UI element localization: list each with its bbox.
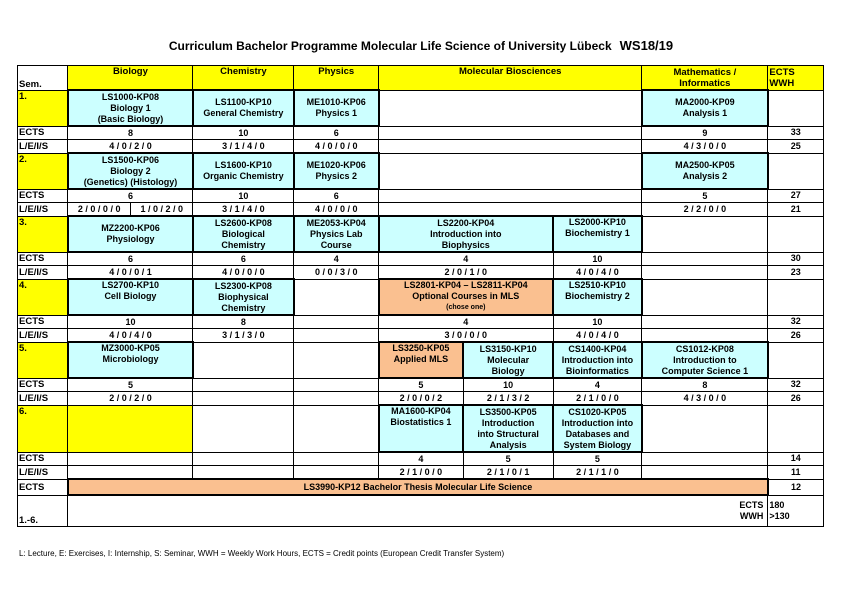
- module-name: into Structural: [477, 428, 539, 439]
- leis-value: 2 / 2 / 0 / 0: [642, 203, 768, 217]
- ects-value: 6: [68, 189, 193, 203]
- leis-value: 4 / 3 / 0 / 0: [642, 392, 768, 406]
- semester-label: 1.: [18, 90, 68, 126]
- empty-cell: [294, 329, 379, 343]
- ects-value: 6: [193, 252, 294, 266]
- module-code: CS1012-KP08: [675, 343, 734, 354]
- module-mz3000: [68, 342, 193, 378]
- empty-cell: [294, 405, 379, 452]
- header-physics: Physics: [294, 66, 379, 91]
- ects-value: 4: [553, 378, 642, 392]
- empty-cell: [294, 315, 379, 329]
- ects-value: 5: [463, 452, 553, 466]
- module-ls2700: [68, 279, 193, 315]
- module-code: MA2000-KP09: [675, 97, 735, 107]
- totals-row: [18, 495, 824, 527]
- module-name: Biological: [221, 228, 265, 239]
- footnote: L: Lecture, E: Exercises, I: Internship, S: Seminar, WWH = Weekly Work Hours, ECTS = Credit points (European Credit Transfer System): [19, 549, 505, 558]
- leis-value: 4 / 0 / 0 / 0: [294, 140, 379, 154]
- module-ls3990-thesis: LS3990-KP12 Bachelor Thesis Molecular Life Science: [68, 479, 768, 495]
- ects-value: 8: [68, 126, 193, 140]
- module-name: Chemistry: [221, 302, 266, 313]
- semester-label: 4.: [18, 279, 68, 315]
- semester-3-leis-row: [18, 266, 824, 280]
- module-name: Biostatistics 1: [390, 417, 452, 427]
- semester-label: 3.: [18, 216, 68, 252]
- thesis-row: [18, 479, 824, 495]
- leis-value: 3 / 0 / 0 / 0: [379, 329, 553, 343]
- module-name: Biochemistry 2: [565, 291, 630, 301]
- module-name: Microbiology: [102, 354, 159, 364]
- ects-value: 4: [294, 252, 379, 266]
- leis-label: L/E/I/S: [18, 392, 68, 406]
- ects-value: 10: [553, 252, 642, 266]
- totals-values: [768, 495, 824, 527]
- ects-value: 6: [294, 126, 379, 140]
- module-name: Applied MLS: [393, 354, 449, 364]
- semester-6-row: [18, 405, 824, 452]
- module-name: Bioinformatics: [565, 365, 629, 376]
- empty-cell: [68, 466, 193, 480]
- semester-5-ects-row: [18, 378, 824, 392]
- ects-value: 6: [68, 252, 193, 266]
- title-main: Curriculum Bachelor Programme Molecular Life Science of University Lübeck: [168, 39, 612, 53]
- empty-cell: [68, 405, 193, 452]
- module-code: LS1100-KP10: [215, 97, 272, 107]
- wwh-total: 26: [768, 392, 824, 406]
- empty-cell: [294, 342, 379, 378]
- module-name: Introduction to: [673, 354, 737, 365]
- module-name: Introduction into: [561, 417, 634, 428]
- empty-cell: [193, 466, 294, 480]
- module-name: Physics Lab: [309, 228, 363, 239]
- module-name: System Biology: [563, 439, 632, 450]
- ects-value: 10: [193, 189, 294, 203]
- module-code: LS2300-KP08: [214, 280, 272, 291]
- empty-cell: [768, 216, 824, 252]
- empty-cell: [642, 315, 768, 329]
- leis-value: 3 / 1 / 4 / 0: [193, 203, 294, 217]
- leis-label: L/E/I/S: [18, 140, 68, 154]
- module-me2053: [294, 216, 379, 252]
- semester-4-ects-row: [18, 315, 824, 329]
- module-name: Physiology: [106, 234, 155, 244]
- module-mz2200: [68, 216, 193, 252]
- module-code: LS2000-KP10: [568, 217, 626, 227]
- module-name: Analysis: [489, 439, 527, 450]
- ects-label: ECTS: [18, 126, 68, 140]
- module-name: Introduction into: [561, 354, 634, 365]
- module-cs1400: [553, 342, 642, 378]
- semester-5-row: [18, 342, 824, 378]
- module-code: MA2500-KP05: [675, 160, 735, 170]
- module-name: Course: [320, 239, 352, 250]
- leis-value: 4 / 0 / 4 / 0: [553, 329, 642, 343]
- empty-cell: [193, 378, 294, 392]
- empty-cell: [768, 342, 824, 378]
- ects-value: 9: [642, 126, 768, 140]
- empty-cell: [642, 279, 768, 315]
- module-name: Cell Biology: [104, 291, 157, 301]
- leis-value: 2 / 0 / 2 / 0: [68, 392, 193, 406]
- ects-label: ECTS: [18, 252, 68, 266]
- empty-cell: [379, 153, 642, 189]
- empty-cell: [642, 216, 768, 252]
- ects-value: 5: [642, 189, 768, 203]
- leis-value: 0 / 0 / 3 / 0: [294, 266, 379, 280]
- header-row: [18, 66, 824, 91]
- semester-2-ects-row: [18, 189, 824, 203]
- leis-label: L/E/I/S: [18, 203, 68, 217]
- module-code: LS2700-KP10: [101, 280, 159, 290]
- empty-cell: [379, 189, 642, 203]
- totals-ects-label: ECTS: [739, 500, 764, 510]
- ects-total: 30: [768, 252, 824, 266]
- empty-cell: [379, 140, 642, 154]
- module-code: ME1010-KP06: [306, 97, 366, 107]
- empty-cell: [642, 252, 768, 266]
- module-name: General Chemistry: [203, 108, 284, 118]
- module-code: LS3500-KP05: [479, 406, 537, 417]
- empty-cell: [193, 342, 294, 378]
- module-name: Organic Chemistry: [203, 171, 284, 181]
- module-me1020: [294, 153, 379, 189]
- leis-value: 2 / 1 / 0 / 0: [379, 466, 464, 480]
- leis-value: 2 / 0 / 0 / 0: [68, 203, 131, 217]
- module-ls2200: [379, 216, 553, 252]
- empty-cell: [768, 90, 824, 126]
- module-name: Physics 2: [315, 171, 357, 181]
- leis-label: L/E/I/S: [18, 329, 68, 343]
- module-code: LS2600-KP08: [214, 217, 272, 228]
- totals-label: 1.-6.: [18, 495, 68, 527]
- module-ls2000: [553, 216, 642, 252]
- header-math-informatics: [642, 66, 768, 91]
- semester-label: 2.: [18, 153, 68, 189]
- module-ls2801-optional: [379, 279, 553, 315]
- header-ects-wwh: [768, 66, 824, 91]
- module-name: Biophysical: [218, 291, 269, 302]
- module-code: MA1600-KP04: [391, 406, 451, 416]
- module-code: LS2801-KP04 – LS2811-KP04: [404, 280, 528, 290]
- page-title: [0, 38, 842, 53]
- module-name: Databases and: [565, 428, 630, 439]
- module-ls1600: [193, 153, 294, 189]
- empty-cell: [294, 466, 379, 480]
- empty-cell: [379, 203, 642, 217]
- empty-cell: [68, 452, 193, 466]
- module-code: CS1400-KP04: [568, 343, 627, 354]
- empty-cell: [379, 90, 642, 126]
- leis-value: 1 / 0 / 2 / 0: [130, 203, 193, 217]
- wwh-total: 23: [768, 266, 824, 280]
- module-name: Biochemistry 1: [565, 228, 630, 238]
- module-code: LS1600-KP10: [214, 160, 272, 170]
- module-name: Computer Science 1: [661, 365, 749, 376]
- semester-2-leis-row: [18, 203, 824, 217]
- header-math-line1: Mathematics /: [673, 66, 737, 78]
- empty-cell: [642, 452, 768, 466]
- empty-cell: [193, 405, 294, 452]
- leis-value: 2 / 1 / 0 / 0: [553, 392, 642, 406]
- empty-cell: [642, 329, 768, 343]
- header-biology: Biology: [68, 66, 193, 91]
- module-code: LS3150-KP10: [479, 343, 537, 354]
- header-molecular-biosciences: Molecular Biosciences: [379, 66, 642, 91]
- semester-4-leis-row: [18, 329, 824, 343]
- ects-label: ECTS: [18, 378, 68, 392]
- module-name: Optional Courses in MLS: [412, 291, 520, 301]
- semester-5-leis-row: [18, 392, 824, 406]
- empty-cell: [642, 466, 768, 480]
- module-name: Biology 1: [110, 102, 151, 113]
- module-code: MZ2200-KP06: [101, 223, 160, 233]
- leis-value: 2 / 1 / 0 / 1: [463, 466, 553, 480]
- module-code: LS1500-KP06: [101, 154, 159, 165]
- module-code: LS1000-KP08: [101, 91, 159, 102]
- ects-value: 8: [642, 378, 768, 392]
- module-name: Analysis 1: [682, 108, 728, 118]
- title-semester: WS18/19: [619, 38, 674, 53]
- module-name: Chemistry: [221, 239, 266, 250]
- header-wwh: WWH: [769, 77, 795, 89]
- semester-3-row: [18, 216, 824, 252]
- module-cs1020: [553, 405, 642, 452]
- ects-value: 10: [193, 126, 294, 140]
- ects-value: 4: [379, 452, 464, 466]
- ects-value: 10: [553, 315, 642, 329]
- module-name: Biology: [491, 365, 525, 376]
- semester-1-leis-row: [18, 140, 824, 154]
- module-cs1012: [642, 342, 768, 378]
- ects-total: 32: [768, 315, 824, 329]
- module-name: Molecular: [487, 354, 530, 365]
- module-name: Biophysics: [441, 239, 490, 250]
- totals-ects: 180: [769, 499, 785, 510]
- module-name: Analysis 2: [682, 171, 728, 181]
- empty-cell: [193, 392, 294, 406]
- empty-cell: [294, 279, 379, 315]
- module-ls2600: [193, 216, 294, 252]
- semester-label: 6.: [18, 405, 68, 452]
- module-code: CS1020-KP05: [568, 406, 627, 417]
- curriculum-table: [17, 65, 824, 527]
- curriculum-table-wrap: [17, 65, 824, 527]
- module-name: (Basic Biology): [97, 113, 164, 124]
- leis-label: L/E/I/S: [18, 466, 68, 480]
- leis-value: 2 / 1 / 1 / 0: [553, 466, 642, 480]
- totals-wwh-label: WWH: [739, 511, 764, 521]
- totals-labels: [68, 495, 768, 527]
- module-ls2300: [193, 279, 294, 315]
- empty-cell: [642, 266, 768, 280]
- empty-cell: [294, 392, 379, 406]
- leis-value: 4 / 0 / 4 / 0: [553, 266, 642, 280]
- module-code: LS2510-KP10: [568, 280, 626, 290]
- semester-6-leis-row: [18, 466, 824, 480]
- module-name: Physics 1: [315, 108, 357, 118]
- module-code: MZ3000-KP05: [101, 343, 160, 353]
- semester-2-row: [18, 153, 824, 189]
- ects-value: 8: [193, 315, 294, 329]
- leis-value: 4 / 0 / 2 / 0: [68, 140, 193, 154]
- semester-1-row: [18, 90, 824, 126]
- empty-cell: [768, 279, 824, 315]
- ects-value: 4: [379, 315, 553, 329]
- header-ects: ECTS: [769, 66, 795, 78]
- module-ls1500: [68, 153, 193, 189]
- header-sem: Sem.: [18, 66, 68, 91]
- ects-value: 5: [68, 378, 193, 392]
- leis-value: 2 / 1 / 3 / 2: [463, 392, 553, 406]
- ects-total: 27: [768, 189, 824, 203]
- ects-label: ECTS: [18, 315, 68, 329]
- semester-label: 5.: [18, 342, 68, 378]
- module-name: Introduction: [481, 417, 535, 428]
- totals-wwh: >130: [769, 510, 790, 521]
- empty-cell: [294, 452, 379, 466]
- wwh-total: 25: [768, 140, 824, 154]
- empty-cell: [768, 153, 824, 189]
- module-ls2510: [553, 279, 642, 315]
- empty-cell: [294, 378, 379, 392]
- module-ma1600: [379, 405, 464, 452]
- semester-6-ects-row: [18, 452, 824, 466]
- module-name: Introduction into: [430, 228, 502, 239]
- leis-label: L/E/I/S: [18, 266, 68, 280]
- empty-cell: [768, 405, 824, 452]
- module-ls3500: [463, 405, 553, 452]
- wwh-total: 21: [768, 203, 824, 217]
- header-math-line2: Informatics: [679, 77, 731, 89]
- ects-value: 5: [379, 378, 464, 392]
- leis-value: 4 / 0 / 0 / 0: [193, 266, 294, 280]
- empty-cell: [642, 405, 768, 452]
- ects-value: 4: [379, 252, 553, 266]
- wwh-total: 11: [768, 466, 824, 480]
- ects-label: ECTS: [18, 189, 68, 203]
- leis-value: 4 / 0 / 0 / 1: [68, 266, 193, 280]
- leis-value: 4 / 3 / 0 / 0: [642, 140, 768, 154]
- ects-value: 10: [463, 378, 553, 392]
- module-code: LS3250-KP05: [392, 343, 450, 353]
- semester-1-ects-row: [18, 126, 824, 140]
- ects-label: ECTS: [18, 452, 68, 466]
- leis-value: 3 / 1 / 3 / 0: [193, 329, 294, 343]
- semester-4-row: [18, 279, 824, 315]
- ects-total: 33: [768, 126, 824, 140]
- module-ma2000: [642, 90, 768, 126]
- thesis-ects: 12: [768, 479, 824, 495]
- empty-cell: [193, 452, 294, 466]
- ects-total: 32: [768, 378, 824, 392]
- module-name: Biology 2: [110, 165, 151, 176]
- ects-value: 10: [68, 315, 193, 329]
- ects-value: 5: [553, 452, 642, 466]
- module-ma2500: [642, 153, 768, 189]
- thesis-ects-label: ECTS: [18, 479, 68, 495]
- semester-3-ects-row: [18, 252, 824, 266]
- module-me1010: [294, 90, 379, 126]
- module-ls3150: [463, 342, 553, 378]
- leis-value: 4 / 0 / 0 / 0: [294, 203, 379, 217]
- leis-value: 2 / 0 / 1 / 0: [379, 266, 553, 280]
- leis-value: 3 / 1 / 4 / 0: [193, 140, 294, 154]
- leis-value: 2 / 0 / 0 / 2: [379, 392, 464, 406]
- module-name: (Genetics) (Histology): [83, 176, 178, 187]
- ects-total: 14: [768, 452, 824, 466]
- module-ls3250: [379, 342, 464, 378]
- module-code: ME2053-KP04: [306, 217, 366, 228]
- header-chemistry: Chemistry: [193, 66, 294, 91]
- module-code: ME1020-KP06: [306, 160, 366, 170]
- ects-value: 6: [294, 189, 379, 203]
- wwh-total: 26: [768, 329, 824, 343]
- empty-cell: [379, 126, 642, 140]
- module-code: LS2200-KP04: [437, 217, 495, 228]
- module-note: (chose one): [446, 304, 486, 311]
- leis-value: 4 / 0 / 4 / 0: [68, 329, 193, 343]
- module-ls1100: [193, 90, 294, 126]
- module-ls1000: [68, 90, 193, 126]
